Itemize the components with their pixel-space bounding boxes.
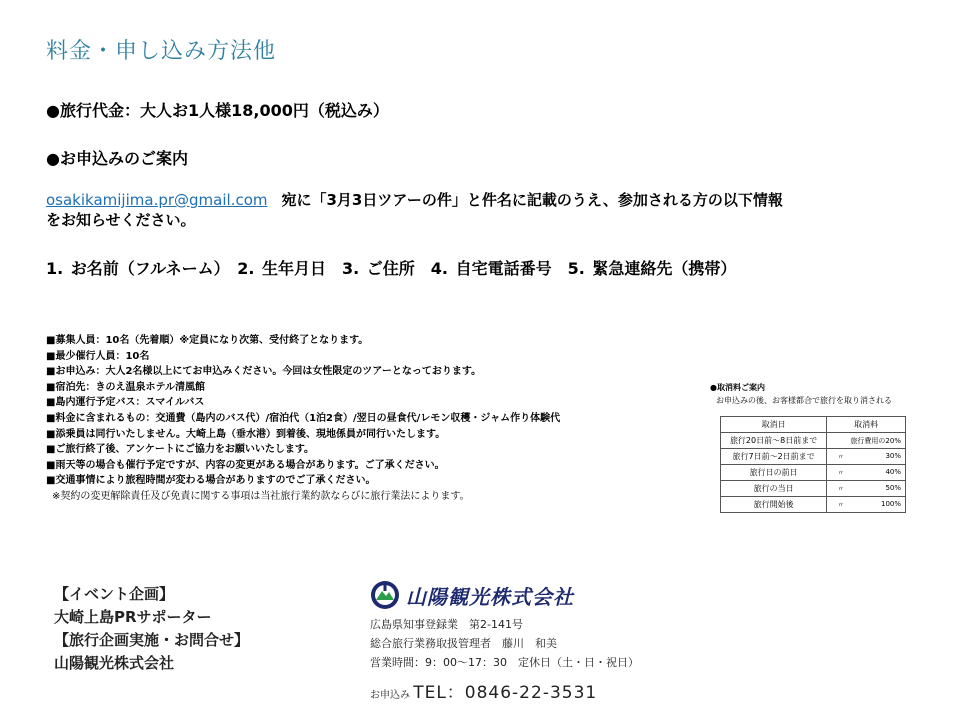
note-item: ■募集人員：10名（先着順）※定員になり次第、受付終了となります。 (46, 335, 369, 346)
price-line: ●旅行代金：大人お1人様18,000円（税込み） (46, 101, 389, 120)
cancel-day: 旅行7日前～2日前まで (721, 449, 827, 465)
contact-text-2: をお知らせください。 (46, 211, 196, 229)
notes-list (46, 333, 560, 505)
required-info-list: 1. お名前（フルネーム） 2. 生年月日 3. ご住所 4. 自宅電話番号 5. 緊急連絡先（携帯） (46, 259, 737, 278)
event-line: 山陽観光株式会社 (54, 654, 175, 672)
table-header-row (721, 417, 906, 433)
cancel-fee-value: 100% (880, 499, 901, 508)
cancellation-table (720, 416, 906, 513)
email-link[interactable]: osakikamijima.pr@gmail.com (46, 191, 268, 209)
company-logo-icon (370, 580, 400, 610)
table-row (721, 449, 906, 465)
table-row (721, 465, 906, 481)
ditto-mark: 〃 (837, 452, 845, 461)
cancel-fee (827, 449, 906, 465)
note-item: ■雨天等の場合も催行予定ですが、内容の変更がある場合があります。ご了承ください。 (46, 459, 445, 471)
event-line: 【イベント企画】 (54, 585, 175, 603)
cancellation-fee-info (710, 382, 910, 513)
cancel-fee-value: 30% (885, 451, 901, 460)
cancellation-subtitle: お申込みの後、お客様都合で旅行を取り消される (716, 396, 892, 405)
event-line: 【旅行企画実施・お問合せ】 (54, 631, 250, 649)
note-item: ■交通事情により旅程時間が変わる場合がありますのでご了承ください。 (46, 475, 376, 487)
note-item: ※契約の変更解除責任及び免責に関する事項は当社旅行業約款ならびに旅行業法によります。 (52, 490, 470, 502)
cancel-fee (827, 465, 906, 481)
company-manager: 総合旅行業務取扱管理者 藤川 和美 (370, 637, 557, 650)
note-item: ■島内運行予定バス：スマイルバス (46, 397, 205, 409)
company-block (370, 580, 670, 703)
column-header: 取消日 (721, 417, 827, 433)
cancel-fee-value: 40% (885, 467, 901, 476)
table-row (721, 481, 906, 497)
contact-text-1: 宛に「3月3日ツアーの件」と件名に記載のうえ、参加される方の以下情報 (281, 191, 783, 209)
cancel-day: 旅行日の前日 (721, 465, 827, 481)
note-item: ■お申込み：大人2名様以上にてお申込みください。今回は女性限定のツアーとなっております。 (46, 366, 482, 378)
ditto-mark: 〃 (837, 484, 845, 493)
phone-label: お申込み (370, 690, 410, 701)
ditto-mark: 〃 (837, 500, 845, 509)
table-row (721, 497, 906, 513)
cancel-fee-value: 旅行費用の20% (850, 436, 901, 445)
contact-instructions (46, 190, 926, 230)
ditto-mark: 〃 (837, 468, 845, 477)
note-item: ■最少催行人員：10名 (46, 350, 150, 362)
cancel-fee-value: 50% (885, 483, 901, 492)
cancellation-title: ●取消料ご案内 (710, 383, 765, 392)
note-item: ■ご旅行終了後、アンケートにご協力をお願いいたします。 (46, 444, 315, 456)
phone-number: TEL：0846-22-3531 (413, 683, 598, 703)
cancel-fee (827, 433, 906, 449)
company-phone (370, 678, 670, 703)
cancel-day: 旅行20日前～8日前まで (721, 433, 827, 449)
application-guide-heading: ●お申込みのご案内 (46, 149, 188, 168)
company-registration: 広島県知事登録業 第2-141号 (370, 618, 523, 631)
company-hours: 営業時間：9：00～17：30 定休日（土・日・祝日） (370, 656, 639, 669)
page-title: 料金・申し込み方法他 (46, 39, 277, 64)
table-row (721, 433, 906, 449)
event-organizer-block (54, 583, 249, 675)
column-header: 取消料 (827, 417, 906, 433)
note-item: ■添乗員は同行いたしません。大崎上島（垂水港）到着後、現地係員が同行いたします。 (46, 428, 446, 440)
cancel-fee (827, 481, 906, 497)
note-item: ■宿泊先：きのえ温泉ホテル清風館 (46, 381, 205, 393)
cancel-fee (827, 497, 906, 513)
event-line: 大崎上島PRサポーター (54, 608, 212, 626)
cancel-day: 旅行の当日 (721, 481, 827, 497)
note-item: ■料金に含まれるもの：交通費（島内のバス代）/宿泊代（1泊2食）/翌日の昼食代/レモン収穫・ジャム作り体験代 (46, 412, 561, 424)
company-logo (370, 580, 670, 610)
cancel-day: 旅行開始後 (721, 497, 827, 513)
company-name: 山陽観光株式会社 (406, 584, 574, 609)
